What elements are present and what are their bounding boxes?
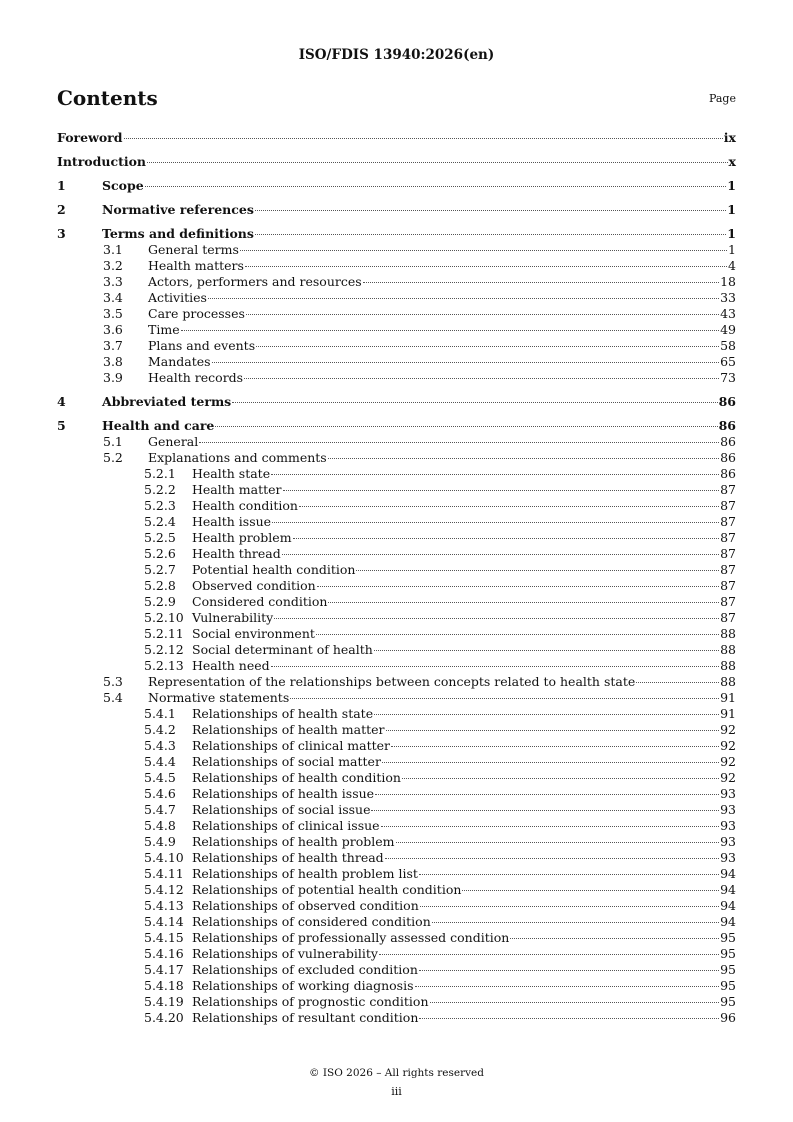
toc-entry-number: 5.2.5 bbox=[144, 530, 176, 545]
dot-leader bbox=[382, 761, 719, 763]
toc-entry-title: Relationships of health issue bbox=[192, 786, 375, 801]
toc-entry-number: 3 bbox=[57, 226, 66, 241]
toc-entry-page: 65 bbox=[720, 354, 736, 369]
toc-entry-number: 5.4.18 bbox=[144, 978, 184, 993]
toc-entry-page: 87 bbox=[720, 514, 736, 529]
toc-entry-title: Plans and events bbox=[148, 338, 256, 353]
dot-leader bbox=[124, 137, 723, 139]
toc-entry-page: 94 bbox=[720, 866, 736, 881]
toc-entry-page: 1 bbox=[728, 242, 736, 257]
toc-entry[interactable] bbox=[57, 786, 736, 802]
page-column-label: Page bbox=[708, 92, 736, 105]
toc-entry-number: 5.4 bbox=[103, 690, 123, 705]
toc-entry-page: 33 bbox=[720, 290, 736, 305]
toc-entry-number: 5.4.3 bbox=[144, 738, 176, 753]
dot-leader bbox=[271, 665, 719, 667]
dot-leader bbox=[396, 841, 720, 843]
toc-entry[interactable] bbox=[57, 370, 736, 386]
toc-entry[interactable] bbox=[57, 802, 736, 818]
toc-entry-title: Relationships of health matter bbox=[192, 722, 385, 737]
toc-entry-title: Relationships of vulnerability bbox=[192, 946, 378, 961]
toc-entry-title: Relationships of working diagnosis bbox=[192, 978, 414, 993]
toc-entry[interactable] bbox=[57, 530, 736, 546]
toc-entry-number: 5.4.1 bbox=[144, 706, 176, 721]
toc-entry[interactable] bbox=[57, 514, 736, 530]
toc-entry-title: Health condition bbox=[192, 498, 298, 513]
toc-entry[interactable] bbox=[57, 482, 736, 498]
toc-entry[interactable] bbox=[57, 674, 736, 690]
toc-entry[interactable] bbox=[57, 434, 736, 450]
dot-leader bbox=[256, 345, 719, 347]
toc-entry[interactable] bbox=[57, 690, 736, 706]
toc-entry-number: 3.4 bbox=[103, 290, 123, 305]
toc-entry[interactable] bbox=[57, 882, 736, 898]
toc-entry[interactable] bbox=[57, 394, 736, 410]
dot-leader bbox=[181, 329, 720, 331]
toc-entry-number: 5.2.2 bbox=[144, 482, 176, 497]
toc-entry[interactable] bbox=[57, 354, 736, 370]
toc-entry-number: 5.4.7 bbox=[144, 802, 176, 817]
toc-entry-number: 5.2.11 bbox=[144, 626, 184, 641]
dot-leader bbox=[232, 401, 717, 403]
dot-leader bbox=[274, 617, 719, 619]
dot-leader bbox=[415, 985, 720, 987]
toc-entry[interactable] bbox=[57, 242, 736, 258]
toc-entry-title: Health issue bbox=[192, 514, 272, 529]
toc-entry[interactable] bbox=[57, 626, 736, 642]
toc-entry-page: 1 bbox=[727, 178, 736, 193]
toc-entry-page: 93 bbox=[720, 802, 736, 817]
toc-entry-title: Health records bbox=[148, 370, 244, 385]
toc-entry-title: Social environment bbox=[192, 626, 315, 641]
toc-entry-number: 3.1 bbox=[103, 242, 123, 257]
dot-leader bbox=[510, 937, 719, 939]
toc-entry[interactable] bbox=[57, 850, 736, 866]
toc-entry-title: Relationships of prognostic condition bbox=[192, 994, 429, 1009]
toc-entry[interactable] bbox=[57, 498, 736, 514]
toc-entry-title: Activities bbox=[148, 290, 207, 305]
dot-leader bbox=[386, 729, 720, 731]
toc-entry[interactable] bbox=[57, 722, 736, 738]
dot-leader bbox=[293, 537, 720, 539]
dot-leader bbox=[420, 905, 719, 907]
toc-entry-page: 43 bbox=[720, 306, 736, 321]
toc-entry-title: Introduction bbox=[57, 154, 147, 169]
toc-entry-page: 94 bbox=[720, 898, 736, 913]
toc-entry-number: 5.2.4 bbox=[144, 514, 176, 529]
toc-entry[interactable] bbox=[57, 562, 736, 578]
toc-entry-number: 5.2.13 bbox=[144, 658, 184, 673]
dot-leader bbox=[212, 361, 720, 363]
toc-entry-title: Time bbox=[148, 322, 180, 337]
toc-entry-title: Relationships of resultant condition bbox=[192, 1010, 419, 1025]
toc-entry-page: 1 bbox=[727, 202, 736, 217]
toc-entry-page: 92 bbox=[720, 738, 736, 753]
dot-leader bbox=[374, 713, 719, 715]
toc-entry-title: Vulnerability bbox=[192, 610, 274, 625]
toc-entry-page: 92 bbox=[720, 722, 736, 737]
toc-entry-title: Health matters bbox=[148, 258, 244, 273]
toc-entry-title: Abbreviated terms bbox=[102, 394, 232, 409]
toc-entry-page: 95 bbox=[720, 962, 736, 977]
toc-entry-page: 87 bbox=[720, 610, 736, 625]
toc-entry-title: Relationships of health thread bbox=[192, 850, 384, 865]
toc-entry-title: Normative statements bbox=[148, 690, 290, 705]
toc-entry-page: 94 bbox=[720, 882, 736, 897]
toc-entry-title: Explanations and comments bbox=[148, 450, 327, 465]
dot-leader bbox=[283, 489, 720, 491]
toc-entry[interactable] bbox=[57, 274, 736, 290]
dot-leader bbox=[363, 281, 719, 283]
dot-leader bbox=[299, 505, 719, 507]
toc-entry-number: 5.2.8 bbox=[144, 578, 176, 593]
toc-entry-page: 95 bbox=[720, 946, 736, 961]
toc-entry[interactable] bbox=[57, 962, 736, 978]
toc-entry[interactable] bbox=[57, 898, 736, 914]
toc-entry-page: 95 bbox=[720, 994, 736, 1009]
toc-entry-page: 87 bbox=[720, 546, 736, 561]
page-number: iii bbox=[391, 1085, 402, 1098]
toc-entry-page: 95 bbox=[720, 930, 736, 945]
toc-entry-number: 5.4.4 bbox=[144, 754, 176, 769]
toc-entry[interactable] bbox=[57, 322, 736, 338]
toc-entry-title: Relationships of health problem bbox=[192, 834, 395, 849]
toc-entry[interactable] bbox=[57, 818, 736, 834]
toc-entry[interactable] bbox=[57, 658, 736, 674]
dot-leader bbox=[375, 793, 719, 795]
dot-leader bbox=[282, 553, 719, 555]
toc-entry[interactable] bbox=[57, 770, 736, 786]
toc-entry-number: 5.2 bbox=[103, 450, 123, 465]
toc-entry-page: 87 bbox=[720, 530, 736, 545]
toc-entry-page: 88 bbox=[720, 674, 736, 689]
dot-leader bbox=[430, 1001, 720, 1003]
toc-entry-page: 95 bbox=[720, 978, 736, 993]
toc-entry-number: 5.4.20 bbox=[144, 1010, 184, 1025]
toc-entry-title: Health thread bbox=[192, 546, 281, 561]
dot-leader bbox=[381, 825, 720, 827]
dot-leader bbox=[255, 209, 726, 211]
toc-entry-title: Actors, performers and resources bbox=[148, 274, 362, 289]
dot-leader bbox=[290, 697, 719, 699]
toc-entry-title: Relationships of health state bbox=[192, 706, 374, 721]
toc-entry-number: 3.9 bbox=[103, 370, 123, 385]
toc-entry-page: 49 bbox=[720, 322, 736, 337]
toc-entry-title: Considered condition bbox=[192, 594, 328, 609]
toc-entry-page: 86 bbox=[720, 466, 736, 481]
toc-entry[interactable] bbox=[57, 1010, 736, 1026]
toc-entry-number: 5.2.1 bbox=[144, 466, 176, 481]
toc-entry[interactable] bbox=[57, 450, 736, 466]
toc-entry[interactable] bbox=[57, 738, 736, 754]
toc-entry[interactable] bbox=[57, 994, 736, 1010]
toc-entry-number: 5.4.17 bbox=[144, 962, 184, 977]
toc-entry-page: 18 bbox=[720, 274, 736, 289]
toc-entry-number: 3.2 bbox=[103, 258, 123, 273]
toc-entry-title: Relationships of considered condition bbox=[192, 914, 431, 929]
toc-entry-title: Relationships of social issue bbox=[192, 802, 371, 817]
toc-entry[interactable] bbox=[57, 130, 736, 146]
toc-entry-page: 94 bbox=[720, 914, 736, 929]
toc-entry-title: Health need bbox=[192, 658, 270, 673]
toc-entry[interactable] bbox=[57, 978, 736, 994]
dot-leader bbox=[246, 313, 719, 315]
toc-entry-number: 4 bbox=[57, 394, 66, 409]
toc-entry[interactable] bbox=[57, 306, 736, 322]
toc-entry-number: 5.4.19 bbox=[144, 994, 184, 1009]
toc-entry-title: Observed condition bbox=[192, 578, 316, 593]
toc-entry-page: 88 bbox=[720, 626, 736, 641]
dot-leader bbox=[462, 889, 719, 891]
dot-leader bbox=[636, 681, 719, 683]
toc-entry-title: Relationships of excluded condition bbox=[192, 962, 418, 977]
toc-entry-title: Relationships of social matter bbox=[192, 754, 381, 769]
document-id-header: ISO/FDIS 13940:2026(en) bbox=[298, 47, 495, 63]
toc-entry-number: 5.2.3 bbox=[144, 498, 176, 513]
toc-entry-page: 86 bbox=[720, 450, 736, 465]
toc-entry-number: 3.6 bbox=[103, 322, 123, 337]
toc-entry-number: 5.4.8 bbox=[144, 818, 176, 833]
toc-entry-page: 86 bbox=[720, 434, 736, 449]
toc-entry-number: 5.4.11 bbox=[144, 866, 184, 881]
toc-entry-number: 5.2.6 bbox=[144, 546, 176, 561]
toc-entry-number: 5 bbox=[57, 418, 66, 433]
toc-entry-number: 5.2.12 bbox=[144, 642, 184, 657]
toc-entry-title: Foreword bbox=[57, 130, 123, 145]
dot-leader bbox=[419, 873, 719, 875]
dot-leader bbox=[419, 1017, 719, 1019]
dot-leader bbox=[145, 185, 727, 187]
toc-entry[interactable] bbox=[57, 754, 736, 770]
toc-entry-title: Mandates bbox=[148, 354, 211, 369]
page-title: Contents bbox=[57, 86, 158, 110]
toc-entry-number: 5.4.13 bbox=[144, 898, 184, 913]
toc-entry-page: 93 bbox=[720, 834, 736, 849]
toc-entry-number: 2 bbox=[57, 202, 66, 217]
toc-entry-number: 5.2.7 bbox=[144, 562, 176, 577]
toc-entry-number: 5.4.9 bbox=[144, 834, 176, 849]
toc-entry-number: 1 bbox=[57, 178, 66, 193]
toc-entry-title: Health state bbox=[192, 466, 271, 481]
toc-entry-page: 88 bbox=[720, 642, 736, 657]
toc-entry-page: 1 bbox=[727, 226, 736, 241]
toc-entry[interactable] bbox=[57, 290, 736, 306]
toc-entry[interactable] bbox=[57, 642, 736, 658]
toc-entry-number: 5.4.12 bbox=[144, 882, 184, 897]
toc-entry[interactable] bbox=[57, 866, 736, 882]
dot-leader bbox=[147, 161, 728, 163]
toc-entry-number: 3.7 bbox=[103, 338, 123, 353]
toc-entry-title: Relationships of professionally assessed condition bbox=[192, 930, 510, 945]
toc-entry[interactable] bbox=[57, 706, 736, 722]
toc-entry-page: 86 bbox=[718, 418, 736, 433]
dot-leader bbox=[255, 233, 726, 235]
toc-entry[interactable] bbox=[57, 946, 736, 962]
toc-entry-page: 93 bbox=[720, 818, 736, 833]
dot-leader bbox=[317, 585, 719, 587]
dot-leader bbox=[199, 441, 719, 443]
dot-leader bbox=[272, 521, 719, 523]
toc-entry-page: 93 bbox=[720, 850, 736, 865]
toc-entry-title: Terms and definitions bbox=[102, 226, 254, 241]
toc-entry-page: 92 bbox=[720, 754, 736, 769]
toc-entry[interactable] bbox=[57, 154, 736, 170]
dot-leader bbox=[316, 633, 719, 635]
toc-entry-number: 5.4.15 bbox=[144, 930, 184, 945]
dot-leader bbox=[432, 921, 719, 923]
toc-entry-number: 5.2.9 bbox=[144, 594, 176, 609]
toc-entry-page: 87 bbox=[720, 594, 736, 609]
dot-leader bbox=[215, 425, 717, 427]
toc-entry-number: 3.5 bbox=[103, 306, 123, 321]
toc-entry-title: Normative references bbox=[102, 202, 254, 217]
toc-entry[interactable] bbox=[57, 594, 736, 610]
toc-entry-page: 96 bbox=[720, 1010, 736, 1025]
dot-leader bbox=[374, 649, 719, 651]
toc-entry-title: Scope bbox=[102, 178, 144, 193]
toc-entry-page: 87 bbox=[720, 498, 736, 513]
toc-entry[interactable] bbox=[57, 578, 736, 594]
toc-entry[interactable] bbox=[57, 930, 736, 946]
dot-leader bbox=[402, 777, 719, 779]
dot-leader bbox=[371, 809, 719, 811]
toc-entry-number: 5.2.10 bbox=[144, 610, 184, 625]
dot-leader bbox=[328, 601, 719, 603]
copyright-footer: © ISO 2026 – All rights reserved bbox=[309, 1067, 484, 1079]
toc-entry-page: 92 bbox=[720, 770, 736, 785]
toc-entry-page: 91 bbox=[720, 706, 736, 721]
dot-leader bbox=[244, 377, 719, 379]
dot-leader bbox=[391, 745, 719, 747]
toc-entry-number: 5.3 bbox=[103, 674, 123, 689]
toc-entry[interactable] bbox=[57, 610, 736, 626]
toc-entry-title: Care processes bbox=[148, 306, 245, 321]
toc-entry-page: 4 bbox=[728, 258, 736, 273]
toc-entry[interactable] bbox=[57, 226, 736, 242]
dot-leader bbox=[208, 297, 719, 299]
toc-entry-number: 3.3 bbox=[103, 274, 123, 289]
toc-entry-title: Relationships of potential health condition bbox=[192, 882, 462, 897]
toc-entry-page: 88 bbox=[720, 658, 736, 673]
toc-entry-page: 86 bbox=[718, 394, 736, 409]
toc-entry[interactable] bbox=[57, 466, 736, 482]
dot-leader bbox=[385, 857, 719, 859]
dot-leader bbox=[356, 569, 719, 571]
toc-entry-title: Social determinant of health bbox=[192, 642, 373, 657]
toc-entry[interactable] bbox=[57, 546, 736, 562]
toc-entry-number: 5.4.2 bbox=[144, 722, 176, 737]
toc-entry-page: 91 bbox=[720, 690, 736, 705]
dot-leader bbox=[245, 265, 727, 267]
table-of-contents bbox=[57, 130, 736, 1026]
toc-entry[interactable] bbox=[57, 258, 736, 274]
toc-entry-title: Relationships of health problem list bbox=[192, 866, 418, 881]
dot-leader bbox=[271, 473, 719, 475]
toc-entry-number: 5.4.16 bbox=[144, 946, 184, 961]
toc-entry-title: General bbox=[148, 434, 199, 449]
toc-entry[interactable] bbox=[57, 914, 736, 930]
toc-entry-page: x bbox=[728, 154, 736, 169]
toc-entry-page: 87 bbox=[720, 562, 736, 577]
toc-entry-number: 3.8 bbox=[103, 354, 123, 369]
toc-entry-title: Potential health condition bbox=[192, 562, 356, 577]
dot-leader bbox=[240, 249, 727, 251]
toc-entry[interactable] bbox=[57, 202, 736, 218]
toc-entry-title: Representation of the relationships between concepts related to health state bbox=[148, 674, 636, 689]
toc-entry-page: 87 bbox=[720, 578, 736, 593]
toc-entry-title: Relationships of clinical matter bbox=[192, 738, 391, 753]
dot-leader bbox=[328, 457, 719, 459]
toc-entry-title: Health and care bbox=[102, 418, 215, 433]
toc-entry-title: General terms bbox=[148, 242, 239, 257]
toc-entry-page: 87 bbox=[720, 482, 736, 497]
toc-entry-page: 58 bbox=[720, 338, 736, 353]
toc-entry-page: 73 bbox=[720, 370, 736, 385]
toc-entry-title: Health problem bbox=[192, 530, 292, 545]
toc-entry[interactable] bbox=[57, 178, 736, 194]
toc-entry[interactable] bbox=[57, 338, 736, 354]
toc-entry-number: 5.4.14 bbox=[144, 914, 184, 929]
toc-entry-number: 5.4.5 bbox=[144, 770, 176, 785]
toc-entry-number: 5.4.6 bbox=[144, 786, 176, 801]
toc-entry-page: ix bbox=[723, 130, 736, 145]
toc-entry-title: Relationships of observed condition bbox=[192, 898, 419, 913]
dot-leader bbox=[379, 953, 719, 955]
toc-entry-title: Health matter bbox=[192, 482, 282, 497]
toc-entry-number: 5.1 bbox=[103, 434, 123, 449]
toc-entry-title: Relationships of health condition bbox=[192, 770, 401, 785]
toc-entry-page: 93 bbox=[720, 786, 736, 801]
toc-entry[interactable] bbox=[57, 834, 736, 850]
toc-entry[interactable] bbox=[57, 418, 736, 434]
toc-entry-number: 5.4.10 bbox=[144, 850, 184, 865]
dot-leader bbox=[419, 969, 719, 971]
toc-entry-title: Relationships of clinical issue bbox=[192, 818, 380, 833]
